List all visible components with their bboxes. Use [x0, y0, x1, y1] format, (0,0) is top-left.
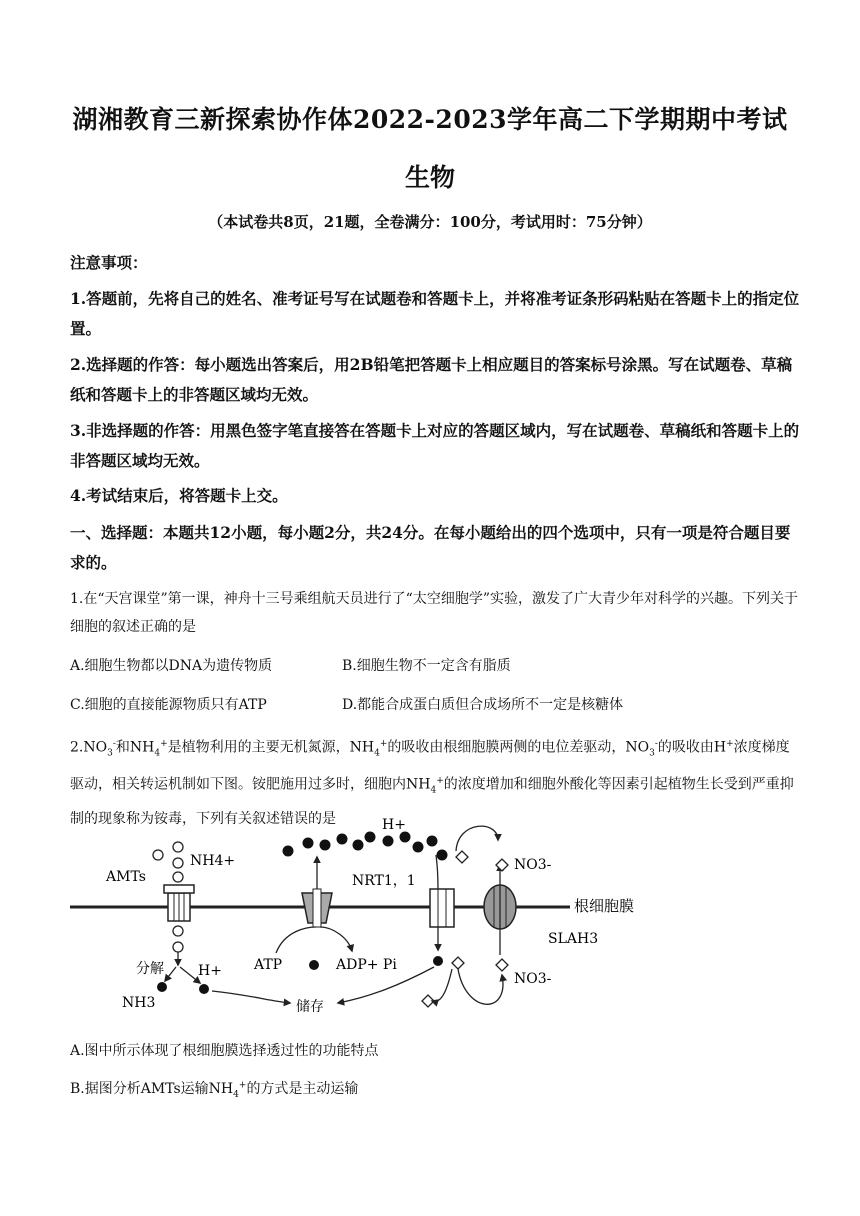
subject-title: 生物: [404, 163, 455, 192]
question-1-stem: 1.在“天宫课堂”第一课，神舟十三号乘组航天员进行了“太空细胞学”实验，激发了广大青少年对科学的兴趣。下列关于细胞的叙述正确的是: [70, 591, 798, 635]
q1-option-d: D.都能合成蛋白质但合成场所不一定是核糖体: [342, 697, 624, 713]
label-nh4: NH4+: [190, 853, 236, 869]
label-nrt: NRT1，1: [352, 873, 416, 889]
label-h-top: H+: [382, 817, 406, 833]
nrt-transporter: [430, 889, 454, 927]
q2-option-a: A.图中所示体现了根细胞膜选择透过性的功能特点: [70, 1043, 379, 1059]
label-no3-bottom: NO3-: [514, 971, 552, 987]
note-item-3: 3.非选择题的作答：用黑色签字笔直接答在答题卡上对应的答题区域内，写在试题卷、草稿纸和答题卡上的非答题区域均无效。: [70, 421, 800, 470]
q2-option-b: B.据图分析AMTs运输$NH_4^+$的方式是主动运输: [70, 1080, 359, 1100]
label-atp: ATP: [254, 957, 283, 973]
note-item-1: 1.答题前，先将自己的姓名、准考证号写在试题卷和答题卡上，并将准考证条形码粘贴在答题卡上的指定位置。: [70, 289, 800, 338]
h-ion-particles: [283, 832, 448, 861]
section-heading: 一、选择题：本题共12小题，每小题2分，共24分。在每小题给出的四个选项中，只有一项是符合题目要求的。: [70, 523, 791, 572]
label-decompose: 分解: [136, 961, 164, 977]
label-store: 储存: [296, 999, 324, 1015]
label-nh3: NH3: [122, 995, 156, 1011]
label-h-bottom: H+: [198, 963, 222, 979]
note-item-4: 4.考试结束后，将答题卡上交。: [70, 486, 288, 505]
transport-diagram: [70, 815, 650, 1030]
label-no3-top: NO3-: [514, 857, 552, 873]
q1-option-b: B.细胞生物不一定含有脂质: [342, 658, 511, 674]
note-item-2: 2.选择题的作答：每小题选出答案后，用2B铅笔把答题卡上相应题目的答案标号涂黑。写在试题卷、草稿纸和答题卡上的非答题区域均无效。: [70, 355, 793, 404]
label-slah3: SLAH3: [548, 931, 599, 947]
proton-pump: [302, 889, 332, 927]
question-2-stem: $2.NO_3^-$和$NH_4^+$是植物利用的主要无机氮源，$NH_4^+$的吸收由根细胞膜两侧的电位差驱动，$NO_3^-$的吸收由H+浓度梯度驱动，相关转运机制如下图。铵肥施用过多时，细胞内$NH_4^+$的浓度增加和细胞外酸化等因素引起植物生长受到严重抑制的现象称为铵毒，下列有关叙述错误的是: [70, 739, 794, 827]
q1-option-a: A.细胞生物都以DNA为遗传物质: [70, 658, 273, 674]
notes-heading: 注意事项：: [70, 253, 148, 272]
label-amts: AMTs: [106, 869, 146, 885]
exam-info: （本试卷共8页，21题，全卷满分：100分，考试用时：75分钟）: [208, 213, 652, 231]
label-membrane: 根细胞膜: [574, 897, 635, 915]
q1-option-c: C.细胞的直接能源物质只有ATP: [70, 697, 267, 713]
exam-title: 湖湘教育三新探索协作体2022-2023学年高二下学期期中考试: [72, 105, 788, 134]
label-adp: ADP+ Pi: [336, 957, 397, 973]
amts-transporter: [164, 885, 194, 921]
no3-particles: [422, 851, 508, 1007]
